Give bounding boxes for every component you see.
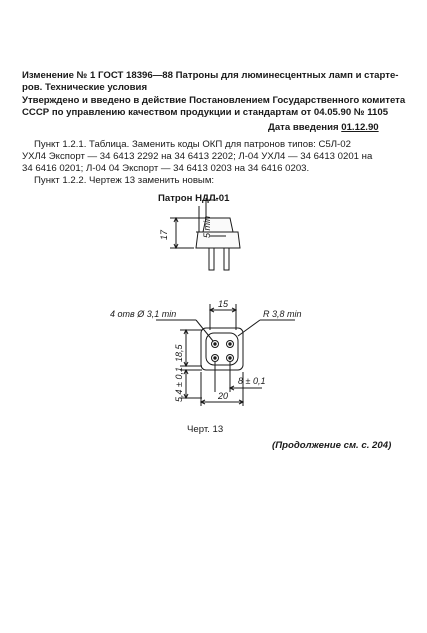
dim-17: 17 — [159, 229, 169, 240]
dim-20: 20 — [218, 391, 229, 401]
amendment-title-line2: ров. Технические условия — [22, 82, 148, 93]
continuation-note: (Продолжение см. с. 204) — [272, 440, 392, 451]
dim-5-4: 5,4 ± 0,1 — [174, 367, 184, 402]
para1-line3: 34 6416 0201; Л-04 04 Экспорт — 34 6413 0203 на 34 6416 0203. — [22, 163, 310, 174]
approval-line2: СССР по управлению качеством продукции и стандартам от 04.05.90 № 1105 — [22, 107, 389, 118]
radius-note: R 3,8 min — [263, 309, 302, 319]
dim-8: 8 ± 0,1 — [238, 376, 266, 386]
approval-line1: Утверждено и введено в действие Постановлением Государственного комитета — [22, 95, 406, 106]
figure-caption: Черт. 13 — [187, 424, 224, 435]
dim-18-5: 18,5 — [174, 344, 184, 362]
figure-title: Патрон НДЛ-01 — [158, 193, 230, 204]
holes-note: 4 отв Ø 3,1 min — [110, 309, 177, 319]
effective-date-label: Дата введения — [268, 122, 339, 133]
para1-line1: Пункт 1.2.1. Таблица. Заменить коды ОКП для патронов типов: С5Л-02 — [34, 139, 351, 150]
para2: Пункт 1.2.2. Чертеж 13 заменить новым: — [34, 175, 215, 186]
dim-5min: 5 min — [202, 215, 212, 238]
effective-date-value: 01.12.90 — [341, 122, 379, 133]
dim-15: 15 — [218, 299, 229, 309]
para1-line2: УХЛ4 Экспорт — 34 6413 2292 на 34 6413 2202; Л-04 УХЛ4 — 34 6413 0201 на — [22, 151, 373, 162]
amendment-title-line1: Изменение № 1 ГОСТ 18396—88 Патроны для люминесцентных ламп и старте- — [22, 70, 399, 81]
